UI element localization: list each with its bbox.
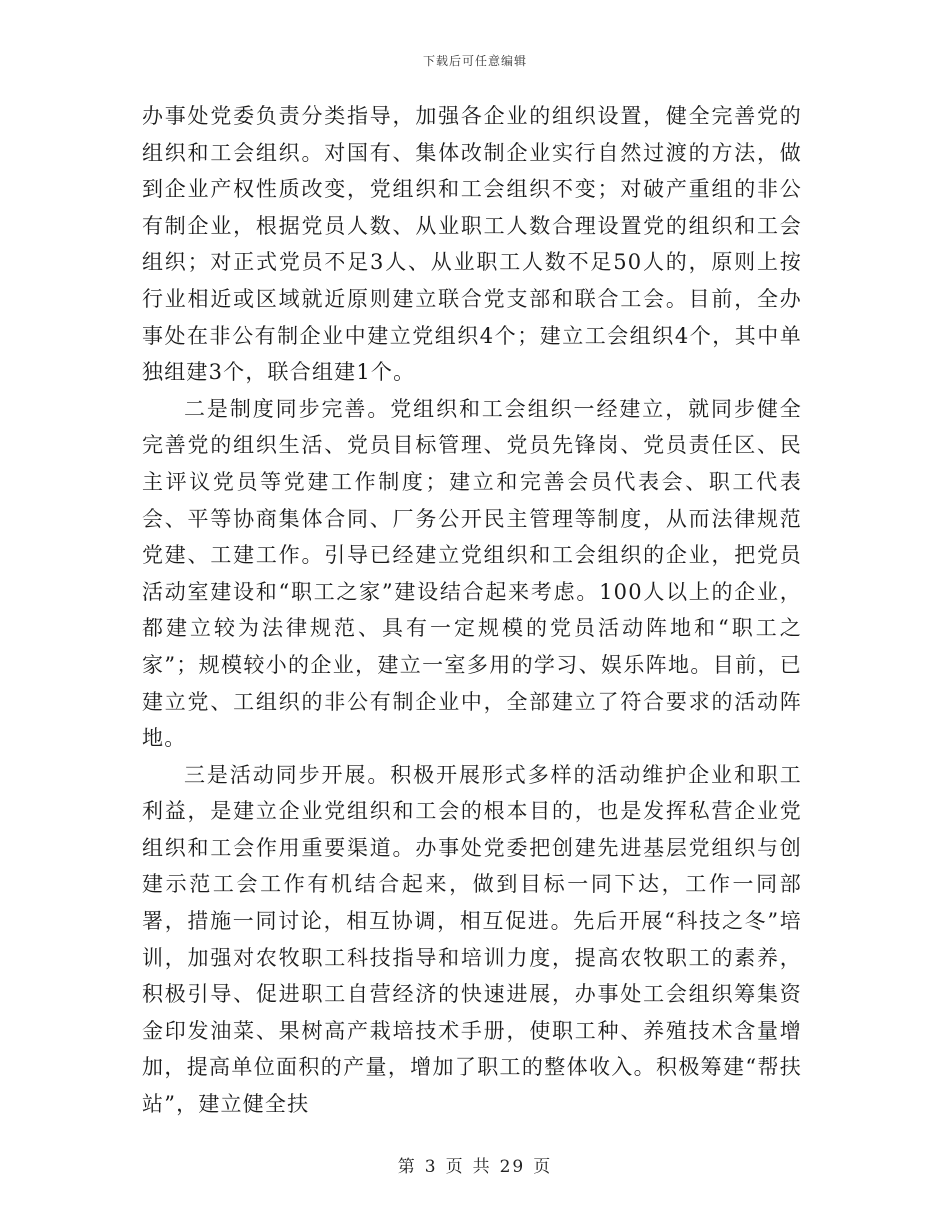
footer-page-word: 页 (445, 1157, 465, 1177)
footer-total-word: 共 (472, 1157, 492, 1177)
page-footer (0, 1152, 950, 1177)
total-pages-number: 29 (499, 1157, 526, 1177)
paragraph-continued: 办事处党委负责分类指导，加强各企业的组织设置，健全完善党的组织和工会组织。对国有、集体改制企业实行自然过渡的方法，做到企业产权性质改变，党组织和工会组织不变；对破产重组的非公有制企业，根据党员人数、从业职工人数合理设置党的组织和工会组织；对正式党员不足3人、从业职工人数不足50人的，原则上按行业相近或区域就近原则建立联合党支部和联合工会。目前，全办事处在非公有制企业中建立党组织4个；建立工会组织4个，其中单独组建3个，联合组建1个。 (142, 104, 802, 385)
paragraph-activity-sync: 三是活动同步开展。积极开展形式多样的活动维护企业和职工利益，是建立企业党组织和工会的根本目的，也是发挥私营企业党组织和工会作用重要渠道。办事处党委把创建先进基层党组织与创建示范工会工作有机结合起来，做到目标一同下达，工作一同部署，措施一同讨论，相互协调，相互促进。先后开展“科技之冬”培训，加强对农牧职工科技指导和培训力度，提高农牧职工的素养，积极引导、促进职工自营经济的快速进展，办事处工会组织筹集资金印发油菜、果树高产栽培技术手册，使职工种、养殖技术含量增加，提高单位面积的产量，增加了职工的整体收入。积极筹建“帮扶站”，建立健全扶 (142, 762, 802, 1117)
footer-prefix: 第 (397, 1157, 417, 1177)
paragraph-system-sync: 二是制度同步完善。党组织和工会组织一经建立，就同步健全完善党的组织生活、党员目标管理、党员先锋岗、党员责任区、民主评议党员等党建工作制度；建立和完善会员代表会、职工代表会、平等协商集体合同、厂务公开民主管理等制度，从而法律规范党建、工建工作。引导已经建立党组织和工会组织的企业，把党员活动室建设和“职工之家”建设结合起来考虑。100人以上的企业，都建立较为法律规范、具有一定规模的党员活动阵地和“职工之家”；规模较小的企业，建立一室多用的学习、娱乐阵地。目前，已建立党、工组织的非公有制企业中，全部建立了符合要求的活动阵地。 (142, 396, 802, 751)
page-header-note: 下载后可任意编辑 (422, 54, 527, 68)
footer-suffix: 页 (533, 1157, 553, 1177)
current-page-number: 3 (424, 1157, 438, 1177)
document-body (142, 98, 802, 1123)
